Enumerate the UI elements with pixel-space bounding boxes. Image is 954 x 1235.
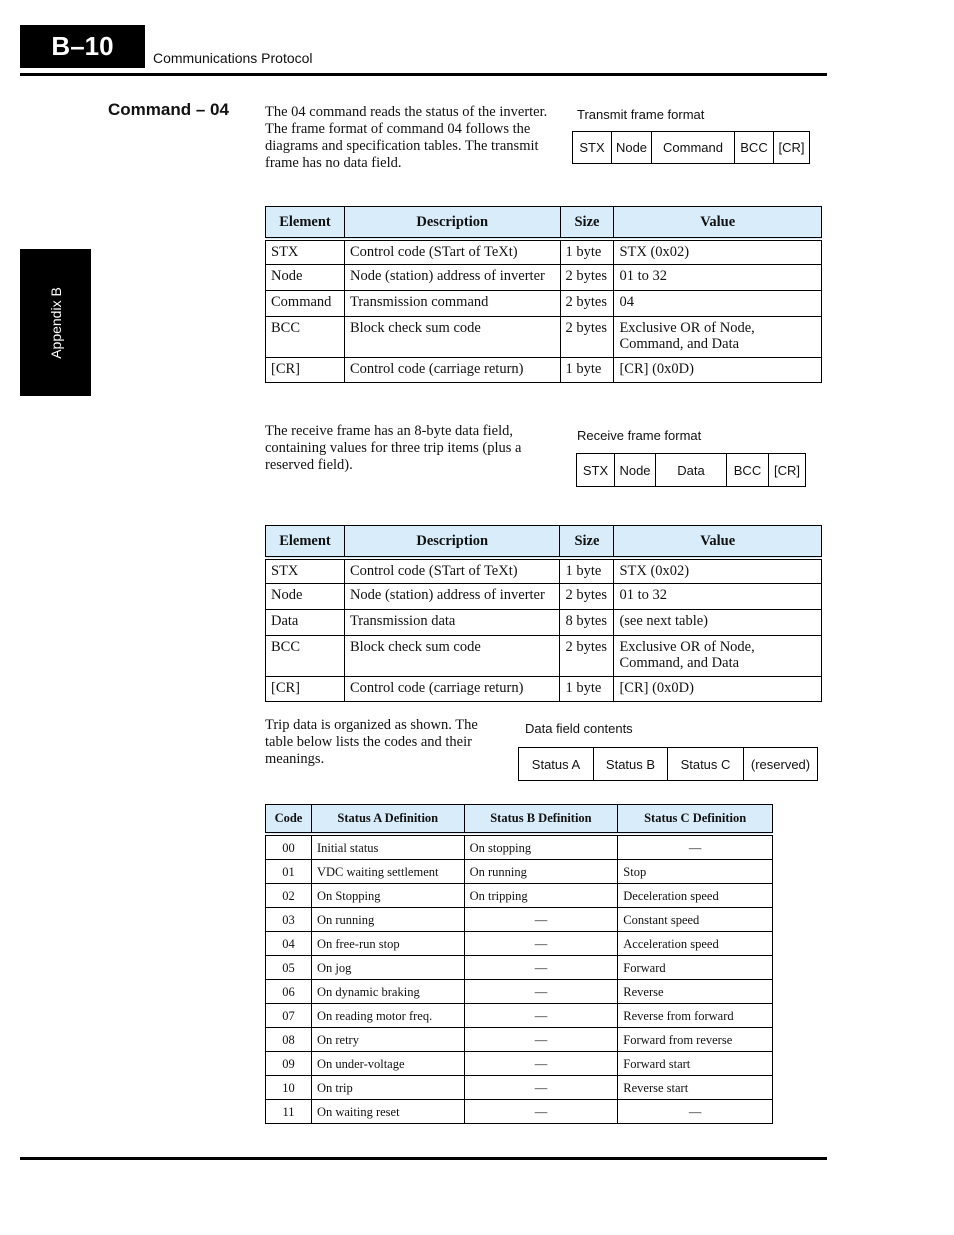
status-b-cell: — bbox=[464, 1028, 618, 1052]
table-cell: STX (0x02) bbox=[614, 239, 822, 264]
table-cell: 2 bytes bbox=[560, 264, 614, 290]
table-cell: Node bbox=[266, 264, 345, 290]
table-cell: 1 byte bbox=[560, 239, 614, 264]
receive-frame-text: The receive frame has an 8-byte data field, containing values for three trip items (plus a reserved field). bbox=[265, 423, 522, 473]
footer-rule bbox=[20, 1157, 827, 1160]
receive-frame-caption: Receive frame format bbox=[577, 428, 702, 443]
status-a-cell: On free-run stop bbox=[311, 932, 464, 956]
table-row bbox=[266, 932, 773, 956]
status-a-cell: On reading motor freq. bbox=[311, 1004, 464, 1028]
code-cell: 06 bbox=[266, 980, 312, 1004]
table-row bbox=[266, 264, 822, 290]
status-c-cell: Constant speed bbox=[618, 908, 773, 932]
column-header: Description bbox=[344, 207, 560, 240]
transmit-spec-table bbox=[265, 206, 822, 383]
status-b-cell: — bbox=[464, 956, 618, 980]
status-c-cell: Deceleration speed bbox=[618, 884, 773, 908]
status-a-cell: On trip bbox=[311, 1076, 464, 1100]
table-row bbox=[266, 1052, 773, 1076]
table-row bbox=[266, 316, 822, 357]
frame-cell-node: Node bbox=[615, 454, 656, 486]
status-a-cell: On waiting reset bbox=[311, 1100, 464, 1124]
code-cell: 03 bbox=[266, 908, 312, 932]
table-header-row bbox=[266, 526, 822, 559]
code-cell: 04 bbox=[266, 932, 312, 956]
table-row bbox=[266, 290, 822, 316]
status-a-cell: On Stopping bbox=[311, 884, 464, 908]
status-b-cell: — bbox=[464, 1052, 618, 1076]
status-c-cell: Reverse from forward bbox=[618, 1004, 773, 1028]
status-a-cell: VDC waiting settlement bbox=[311, 860, 464, 884]
table-row bbox=[266, 980, 773, 1004]
status-a-cell: On jog bbox=[311, 956, 464, 980]
frame-cell-node: Node bbox=[612, 132, 652, 163]
table-cell: Node (station) address of inverter bbox=[344, 264, 560, 290]
table-row bbox=[266, 1100, 773, 1124]
table-row bbox=[266, 1028, 773, 1052]
code-cell: 01 bbox=[266, 860, 312, 884]
status-a-cell: Initial status bbox=[311, 834, 464, 860]
column-header: Status B Definition bbox=[464, 805, 618, 835]
column-header: Element bbox=[266, 526, 345, 559]
status-a-cell: On under-voltage bbox=[311, 1052, 464, 1076]
table-cell: 1 byte bbox=[560, 558, 614, 583]
table-cell: [CR] (0x0D) bbox=[614, 357, 822, 382]
frame-cell-cr: [CR] bbox=[774, 462, 800, 478]
status-c-cell: Reverse bbox=[618, 980, 773, 1004]
status-c-cell: Acceleration speed bbox=[618, 932, 773, 956]
status-c-cell: Forward bbox=[618, 956, 773, 980]
status-b-cell: — bbox=[464, 908, 618, 932]
table-cell: Node bbox=[266, 583, 345, 609]
table-row bbox=[266, 1004, 773, 1028]
data-field-caption: Data field contents bbox=[525, 721, 633, 736]
table-cell: 2 bytes bbox=[560, 635, 614, 676]
table-row bbox=[266, 956, 773, 980]
transmit-frame-diagram bbox=[572, 131, 810, 164]
table-row bbox=[266, 1076, 773, 1100]
column-header: Status A Definition bbox=[311, 805, 464, 835]
appendix-side-tab bbox=[20, 249, 91, 396]
table-cell: Exclusive OR of Node, Command, and Data bbox=[614, 316, 822, 357]
column-header: Value bbox=[614, 526, 822, 559]
table-row bbox=[266, 609, 822, 635]
frame-cell-stx: STX bbox=[577, 454, 615, 486]
code-cell: 11 bbox=[266, 1100, 312, 1124]
column-header: Status C Definition bbox=[618, 805, 773, 835]
frame-cell-bcc: BCC bbox=[727, 454, 769, 486]
data-cell-status-b: Status B bbox=[594, 748, 668, 780]
status-a-cell: On retry bbox=[311, 1028, 464, 1052]
status-a-cell: On dynamic braking bbox=[311, 980, 464, 1004]
table-cell: BCC bbox=[266, 316, 345, 357]
column-header: Code bbox=[266, 805, 312, 835]
table-cell: Transmission command bbox=[344, 290, 560, 316]
table-cell: Control code (carriage return) bbox=[344, 676, 560, 701]
status-c-cell: Reverse start bbox=[618, 1076, 773, 1100]
table-cell: 1 byte bbox=[560, 357, 614, 382]
status-b-cell: On stopping bbox=[464, 834, 618, 860]
status-b-cell: — bbox=[464, 1100, 618, 1124]
table-cell: Command bbox=[266, 290, 345, 316]
frame-cell-stx: STX bbox=[573, 132, 612, 163]
status-b-cell: On tripping bbox=[464, 884, 618, 908]
receive-spec-table bbox=[265, 525, 822, 702]
status-c-cell: Forward from reverse bbox=[618, 1028, 773, 1052]
status-c-cell: Stop bbox=[618, 860, 773, 884]
status-b-cell: — bbox=[464, 1076, 618, 1100]
status-b-cell: — bbox=[464, 980, 618, 1004]
status-c-cell: Forward start bbox=[618, 1052, 773, 1076]
table-cell: 1 byte bbox=[560, 676, 614, 701]
code-cell: 10 bbox=[266, 1076, 312, 1100]
trip-data-text: Trip data is organized as shown. The table below lists the codes and their meanings. bbox=[265, 717, 478, 767]
table-cell: STX bbox=[266, 558, 345, 583]
section-title: Communications Protocol bbox=[153, 50, 313, 66]
table-cell: STX bbox=[266, 239, 345, 264]
page-number-tab: B–10 bbox=[20, 25, 145, 68]
table-cell: 2 bytes bbox=[560, 290, 614, 316]
table-cell: Block check sum code bbox=[344, 316, 560, 357]
table-cell: [CR] bbox=[266, 357, 345, 382]
status-b-cell: — bbox=[464, 1004, 618, 1028]
code-cell: 09 bbox=[266, 1052, 312, 1076]
table-cell: 8 bytes bbox=[560, 609, 614, 635]
appendix-label: Appendix B bbox=[47, 286, 64, 359]
table-cell: Control code (STart of TeXt) bbox=[344, 558, 560, 583]
table-header-row bbox=[266, 805, 773, 835]
status-c-cell: — bbox=[618, 834, 773, 860]
table-cell: Data bbox=[266, 609, 345, 635]
table-header-row bbox=[266, 207, 822, 240]
status-a-cell: On running bbox=[311, 908, 464, 932]
table-cell: Exclusive OR of Node, Command, and Data bbox=[614, 635, 822, 676]
code-cell: 00 bbox=[266, 834, 312, 860]
command-title: Command – 04 bbox=[108, 100, 229, 119]
table-cell: BCC bbox=[266, 635, 345, 676]
table-cell: 2 bytes bbox=[560, 316, 614, 357]
code-cell: 07 bbox=[266, 1004, 312, 1028]
table-row bbox=[266, 676, 822, 701]
table-cell: 01 to 32 bbox=[614, 583, 822, 609]
transmit-frame-caption: Transmit frame format bbox=[577, 107, 705, 122]
frame-cell-data: Data bbox=[656, 454, 727, 486]
column-header: Size bbox=[560, 526, 614, 559]
table-cell: Control code (carriage return) bbox=[344, 357, 560, 382]
table-row bbox=[266, 834, 773, 860]
column-header: Element bbox=[266, 207, 345, 240]
code-cell: 08 bbox=[266, 1028, 312, 1052]
data-cell-status-c: Status C bbox=[668, 748, 744, 780]
receive-frame-diagram bbox=[576, 453, 806, 487]
table-cell: 2 bytes bbox=[560, 583, 614, 609]
status-c-cell: — bbox=[618, 1100, 773, 1124]
table-cell: 01 to 32 bbox=[614, 264, 822, 290]
column-header: Value bbox=[614, 207, 822, 240]
code-cell: 02 bbox=[266, 884, 312, 908]
column-header: Size bbox=[560, 207, 614, 240]
table-cell: 04 bbox=[614, 290, 822, 316]
table-cell: (see next table) bbox=[614, 609, 822, 635]
table-cell: Transmission data bbox=[344, 609, 560, 635]
table-row bbox=[266, 357, 822, 382]
frame-cell-command: Command bbox=[652, 132, 735, 163]
frame-cell-bcc: BCC bbox=[735, 132, 774, 163]
table-cell: STX (0x02) bbox=[614, 558, 822, 583]
table-row bbox=[266, 884, 773, 908]
data-cell-status-a: Status A bbox=[519, 748, 594, 780]
table-cell: [CR] bbox=[266, 676, 345, 701]
table-row bbox=[266, 908, 773, 932]
table-cell: [CR] (0x0D) bbox=[614, 676, 822, 701]
status-codes-table bbox=[265, 804, 773, 1124]
data-field-diagram bbox=[518, 747, 818, 781]
header-rule bbox=[20, 73, 827, 76]
status-b-cell: — bbox=[464, 932, 618, 956]
table-row bbox=[266, 558, 822, 583]
table-row bbox=[266, 635, 822, 676]
table-row bbox=[266, 239, 822, 264]
frame-cell-cr: [CR] bbox=[778, 140, 805, 155]
table-cell: Node (station) address of inverter bbox=[344, 583, 560, 609]
column-header: Description bbox=[344, 526, 560, 559]
code-cell: 05 bbox=[266, 956, 312, 980]
table-cell: Block check sum code bbox=[344, 635, 560, 676]
status-b-cell: On running bbox=[464, 860, 618, 884]
command-intro: The 04 command reads the status of the inverter. The frame format of command 04 follows the diagrams and specification tables. The transmit frame has no data field. bbox=[265, 104, 548, 171]
table-row bbox=[266, 860, 773, 884]
table-cell: Control code (STart of TeXt) bbox=[344, 239, 560, 264]
table-row bbox=[266, 583, 822, 609]
data-cell-reserved: (reserved) bbox=[750, 756, 811, 772]
